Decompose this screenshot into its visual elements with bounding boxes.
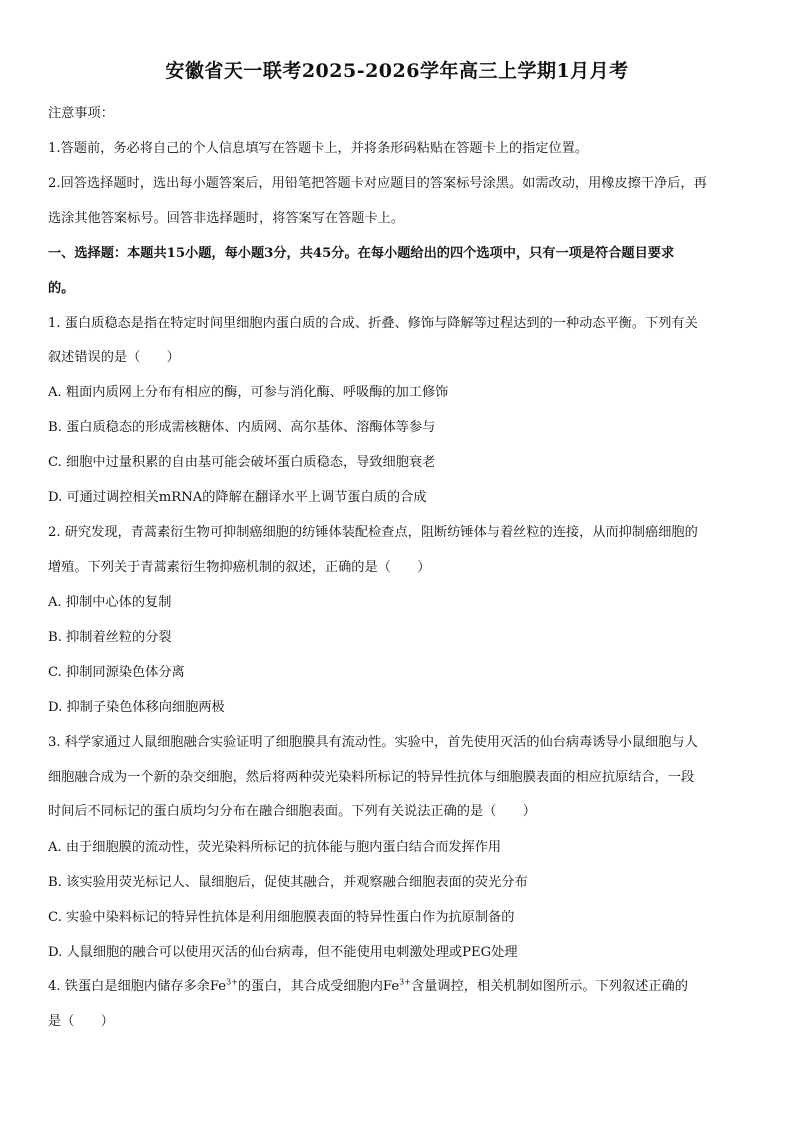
question-1-option-c: C. 细胞中过量积累的自由基可能会破坏蛋白质稳态，导致细胞衰老 (48, 455, 436, 470)
ion-charge-superscript: 3+ (226, 977, 238, 987)
question-2-option-d: D. 抑制子染色体移向细胞两极 (48, 700, 225, 715)
question-2-option-a: A. 抑制中心体的复制 (48, 595, 172, 610)
question-2-stem-cont: 增殖。下列关于青蒿素衍生物抑癌机制的叙述，正确的是（ ） (48, 560, 431, 575)
question-1-option-d: D. 可通过调控相关mRNA的降解在翻译水平上调节蛋白质的合成 (48, 490, 427, 505)
question-3-option-c: C. 实验中染料标记的特异性抗体是利用细胞膜表面的特异性蛋白作为抗原制备的 (48, 910, 515, 925)
question-4-stem-part-3: 含量调控，相关机制如图所示。下列叙述正确的 (410, 979, 688, 994)
question-3-stem-cont-2: 时间后不同标记的蛋白质均匀分布在融合细胞表面。下列有关说法正确的是（ ） (48, 804, 536, 819)
question-1-stem: 1. 蛋白质稳态是指在特定时间里细胞内蛋白质的合成、折叠、修饰与降解等过程达到的一种动态平衡。下列有关 (48, 316, 698, 331)
question-3-option-b: B. 该实验用荧光标记人、鼠细胞后，促使其融合，并观察融合细胞表面的荧光分布 (48, 875, 528, 890)
question-2-stem: 2. 研究发现，青蒿素衍生物可抑制癌细胞的纺锤体装配检查点，阻断纺锤体与着丝粒的连接，从而抑制癌细胞的 (48, 525, 698, 540)
question-3-option-d: D. 人鼠细胞的融合可以使用灭活的仙台病毒，但不能使用电刺激处理或PEG处理 (48, 945, 518, 960)
question-2-option-b: B. 抑制着丝粒的分裂 (48, 630, 172, 645)
question-3-option-a: A. 由于细胞膜的流动性，荧光染料所标记的抗体能与胞内蛋白结合而发挥作用 (48, 840, 502, 855)
section-heading: 一、选择题：本题共15小题，每小题3分，共45分。在每小题给出的四个选项中，只有一项是符合题目要求 (48, 246, 675, 261)
notice-item-2: 2.回答选择题时，选出每小题答案后，用铅笔把答题卡对应题目的答案标号涂黑。如需改动，用橡皮擦干净后，再 (48, 176, 707, 191)
question-3-stem: 3. 科学家通过人鼠细胞融合实验证明了细胞膜具有流动性。实验中，首先使用灭活的仙台病毒诱导小鼠细胞与人 (48, 735, 698, 750)
question-4-stem-part-2: 的蛋白，其合成受细胞内Fe (237, 979, 400, 994)
question-3-stem-cont-1: 细胞融合成为一个新的杂交细胞，然后将两种荧光染料所标记的特异性抗体与细胞膜表面的相应抗原结合，一段 (48, 770, 695, 785)
question-4-stem-cont: 是（ ） (48, 1014, 114, 1029)
notice-item-2-cont: 选涂其他答案标号。回答非选择题时，将答案写在答题卡上。 (48, 211, 405, 226)
question-1-option-b: B. 蛋白质稳态的形成需核糖体、内质网、高尔基体、溶酶体等参与 (48, 420, 436, 435)
question-1-option-a: A. 粗面内质网上分布有相应的酶，可参与消化酶、呼吸酶的加工修饰 (48, 385, 449, 400)
notice-heading: 注意事项： (48, 106, 114, 121)
question-1-stem-cont: 叙述错误的是（ ） (48, 350, 180, 365)
question-4-stem-part-1: 4. 铁蛋白是细胞内储存多余Fe (48, 979, 227, 994)
exam-title: 安徽省天一联考2025-2026学年高三上学期1月月考 (165, 60, 629, 82)
section-heading-cont: 的。 (48, 281, 75, 296)
ion-charge-superscript: 3+ (399, 977, 411, 987)
question-2-option-c: C. 抑制同源染色体分离 (48, 665, 185, 680)
question-4-stem (48, 977, 748, 997)
notice-item-1: 1.答题前，务必将自己的个人信息填写在答题卡上，并将条形码粘贴在答题卡上的指定位置。 (48, 141, 589, 156)
